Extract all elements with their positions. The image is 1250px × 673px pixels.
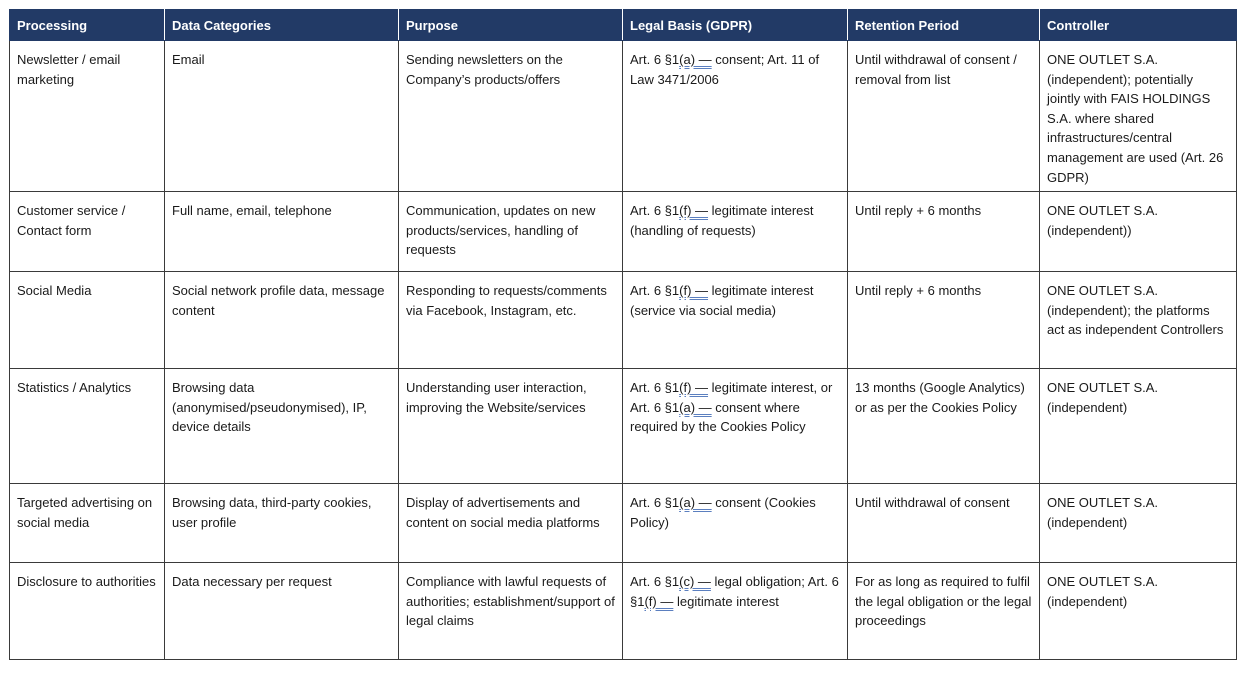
cell-legal-basis xyxy=(623,272,848,369)
cell-retention-period: Until reply + 6 months xyxy=(848,272,1040,369)
cell-purpose: Sending newsletters on the Company’s products/offers xyxy=(399,41,623,192)
legal-basis-point-ref: (a) — xyxy=(679,52,712,67)
cell-purpose: Communication, updates on new products/services, handling of requests xyxy=(399,192,623,272)
header-processing: Processing xyxy=(10,10,165,41)
cell-retention-period: Until reply + 6 months xyxy=(848,192,1040,272)
cell-data-categories: Browsing data, third-party cookies, user profile xyxy=(165,484,399,563)
legal-basis-point-ref: (c) — xyxy=(679,574,711,590)
gdpr-processing-table xyxy=(9,9,1237,660)
header-retention-period: Retention Period xyxy=(848,10,1040,41)
legal-basis-text: Art. 6 §1 xyxy=(630,574,680,590)
legal-basis-point-ref: (a) — xyxy=(679,495,712,511)
cell-legal-basis xyxy=(623,41,848,192)
legal-basis-text: legitimate interest (handling of requests) xyxy=(630,203,814,238)
table-row xyxy=(10,192,1237,272)
cell-legal-basis xyxy=(623,484,848,563)
cell-retention-period: For as long as required to fulfil the legal obligation or the legal proceedings xyxy=(848,563,1040,660)
cell-processing: Disclosure to authorities xyxy=(10,563,165,660)
cell-data-categories: Data necessary per request xyxy=(165,563,399,660)
header-legal-basis: Legal Basis (GDPR) xyxy=(623,10,848,41)
legal-basis-text: legitimate interest, or Art. 6 §1 xyxy=(630,380,833,415)
cell-data-categories: Email xyxy=(165,41,399,192)
legal-basis-point-ref: (f) — xyxy=(679,203,709,219)
cell-controller: ONE OUTLET S.A. (independent)) xyxy=(1040,192,1237,272)
cell-retention-period: Until withdrawal of consent xyxy=(848,484,1040,563)
cell-processing: Newsletter / email marketing xyxy=(10,41,165,192)
legal-basis-point-ref: (f) — xyxy=(679,283,709,299)
cell-data-categories: Full name, email, telephone xyxy=(165,192,399,272)
legal-basis-text: legitimate interest (service via social media) xyxy=(630,283,814,318)
legal-basis-point-ref: (a) — xyxy=(679,399,712,415)
legal-basis-text: Art. 6 §1 xyxy=(630,203,680,219)
cell-legal-basis xyxy=(623,369,848,484)
cell-controller: ONE OUTLET S.A. (independent); the platforms act as independent Controllers xyxy=(1040,272,1237,369)
cell-data-categories: Browsing data (anonymised/pseudonymised), IP, device details xyxy=(165,369,399,484)
legal-basis-text: Art. 6 §1 xyxy=(630,52,680,67)
cell-processing: Social Media xyxy=(10,272,165,369)
header-purpose: Purpose xyxy=(399,10,623,41)
table-row xyxy=(10,563,1237,660)
legal-basis-point-ref: (f) — xyxy=(679,380,709,396)
cell-processing: Customer service / Contact form xyxy=(10,192,165,272)
cell-controller: ONE OUTLET S.A. (independent); potentially jointly with FAIS HOLDINGS S.A. where shared infrastructures/central management are used (Art. 26 GDPR) xyxy=(1040,41,1237,192)
legal-basis-text: legitimate interest xyxy=(673,593,779,609)
legal-basis-text: legal obligation; Art. 6 §1 xyxy=(630,574,839,609)
cell-data-categories: Social network profile data, message content xyxy=(165,272,399,369)
legal-basis-point-ref: (f) — xyxy=(644,593,674,609)
table-row xyxy=(10,41,1237,192)
cell-purpose: Responding to requests/comments via Facebook, Instagram, etc. xyxy=(399,272,623,369)
cell-purpose: Understanding user interaction, improving the Website/services xyxy=(399,369,623,484)
legal-basis-text: Art. 6 §1 xyxy=(630,380,680,396)
table-row xyxy=(10,272,1237,369)
cell-controller: ONE OUTLET S.A. (independent) xyxy=(1040,563,1237,660)
header-data-categories: Data Categories xyxy=(165,10,399,41)
legal-basis-text: consent; Art. 11 of Law 3471/2006 xyxy=(630,52,820,87)
table-row xyxy=(10,484,1237,563)
cell-purpose: Compliance with lawful requests of authorities; establishment/support of legal claims xyxy=(399,563,623,660)
table-header-row xyxy=(10,10,1237,41)
cell-retention-period: 13 months (Google Analytics) or as per the Cookies Policy xyxy=(848,369,1040,484)
legal-basis-text: consent (Cookies Policy) xyxy=(630,495,816,530)
cell-legal-basis xyxy=(623,192,848,272)
cell-processing: Statistics / Analytics xyxy=(10,369,165,484)
cell-legal-basis xyxy=(623,563,848,660)
cell-retention-period: Until withdrawal of consent / removal from list xyxy=(848,41,1040,192)
table-row xyxy=(10,369,1237,484)
cell-purpose: Display of advertisements and content on social media platforms xyxy=(399,484,623,563)
legal-basis-text: consent where required by the Cookies Policy xyxy=(630,399,806,435)
cell-controller: ONE OUTLET S.A. (independent) xyxy=(1040,484,1237,563)
cell-controller: ONE OUTLET S.A. (independent) xyxy=(1040,369,1237,484)
cell-processing: Targeted advertising on social media xyxy=(10,484,165,563)
header-controller: Controller xyxy=(1040,10,1237,41)
legal-basis-text: Art. 6 §1 xyxy=(630,283,680,299)
legal-basis-text: Art. 6 §1 xyxy=(630,495,680,511)
